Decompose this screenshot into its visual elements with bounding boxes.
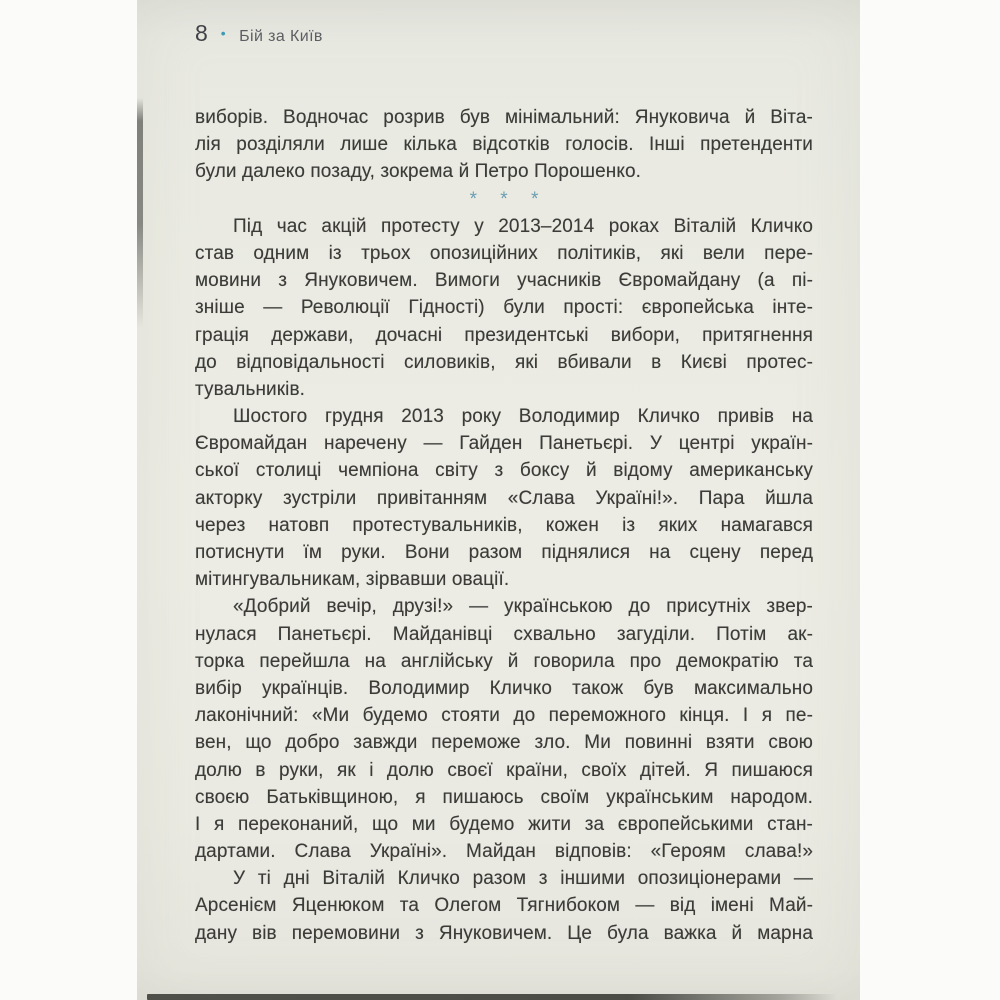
page-number: 8 bbox=[195, 20, 209, 46]
text-line: вен, що добро завжди переможе зло. Ми повинні взяти свою bbox=[195, 732, 813, 754]
section-separator: * * * bbox=[469, 188, 548, 210]
text-line: зніше — Революції Гідності) були прості: європейська інте- bbox=[195, 297, 813, 319]
paragraph bbox=[195, 104, 813, 186]
text-line: через натовп протестувальників, кожен із яких намагався bbox=[195, 514, 813, 536]
text-line: акторку зустріли привітанням «Слава Україні!». Пара йшла bbox=[195, 487, 813, 509]
text-line: Євромайдан наречену — Гайден Панетьєрі. У центрі україн- bbox=[195, 433, 813, 455]
page-body bbox=[195, 104, 813, 947]
text-line: дану вів перемовини з Януковичем. Це була важка й марна bbox=[195, 922, 813, 944]
text-line: У ті дні Віталій Кличко разом з іншими опозиціонерами — bbox=[233, 868, 813, 890]
text-line: своєю Батьківщиною, я пишаюсь своїм українським народом. bbox=[195, 786, 813, 808]
paragraph bbox=[195, 593, 813, 865]
text-line: Арсенієм Яценюком та Олегом Тягнибоком — від імені Май- bbox=[195, 895, 813, 917]
text-line: вибір українців. Володимир Кличко також був максимально bbox=[195, 677, 813, 699]
text-line: Шостого грудня 2013 року Володимир Кличко привів на bbox=[233, 406, 813, 428]
paragraph bbox=[195, 213, 813, 403]
text-line: долю в руки, як і долю своєї країни, своїх дітей. Я пишаюся bbox=[195, 759, 813, 781]
text-line: лія розділяли лише кілька відсотків голосів. Інші претенденти bbox=[195, 134, 813, 156]
text-line: лаконічний: «Ми будемо стояти до переможного кінця. І я пе- bbox=[195, 705, 813, 727]
text-line: до відповідальності силовиків, які вбивали в Києві протес- bbox=[195, 351, 813, 373]
text-line: тувальників. bbox=[195, 378, 306, 400]
text-line: став одним із трьох опозиційних політиків, які вели пере- bbox=[195, 242, 813, 264]
running-header bbox=[195, 20, 323, 47]
text-line: Під час акцій протесту у 2013–2014 роках Віталій Кличко bbox=[233, 215, 813, 237]
text-line: були далеко позаду, зокрема й Петро Порошенко. bbox=[195, 161, 642, 183]
text-line: мітингувальникам, зірвавши овації. bbox=[195, 569, 510, 591]
text-line: потиснути їм руки. Вони разом піднялися на сцену перед bbox=[195, 542, 813, 563]
text-line: торка перейшла на англійську й говорила про демократію та bbox=[195, 650, 813, 672]
paragraph bbox=[195, 403, 813, 593]
book-title: Бій за Київ bbox=[239, 28, 323, 45]
text-line: виборів. Водночас розрив був мінімальний: Януковича й Віта- bbox=[195, 107, 813, 128]
bullet-separator-icon: • bbox=[220, 25, 226, 41]
text-line: «Добрий вечір, друзі!» — українською до присутніх звер- bbox=[233, 596, 813, 618]
text-line: грація держави, дочасні президентські вибори, притягнення bbox=[195, 324, 813, 346]
page-edge-shadow bbox=[137, 98, 143, 328]
book-page bbox=[137, 0, 860, 1000]
book-bottom-edge bbox=[147, 994, 837, 1000]
text-line: І я переконаний, що ми будемо жити за європейськими стан- bbox=[195, 813, 813, 835]
text-line: нулася Панетьєрі. Майданівці схвально загуділи. Потім ак- bbox=[195, 623, 813, 645]
text-line: дартами. Слава Україні». Майдан відповів: «Героям слава!» bbox=[195, 841, 813, 863]
paragraph bbox=[195, 865, 813, 947]
text-line: мовини з Януковичем. Вимоги учасників Євромайдану (а пі- bbox=[195, 270, 813, 292]
text-line: ської столиці чемпіона світу з боксу й відому американську bbox=[195, 460, 813, 482]
